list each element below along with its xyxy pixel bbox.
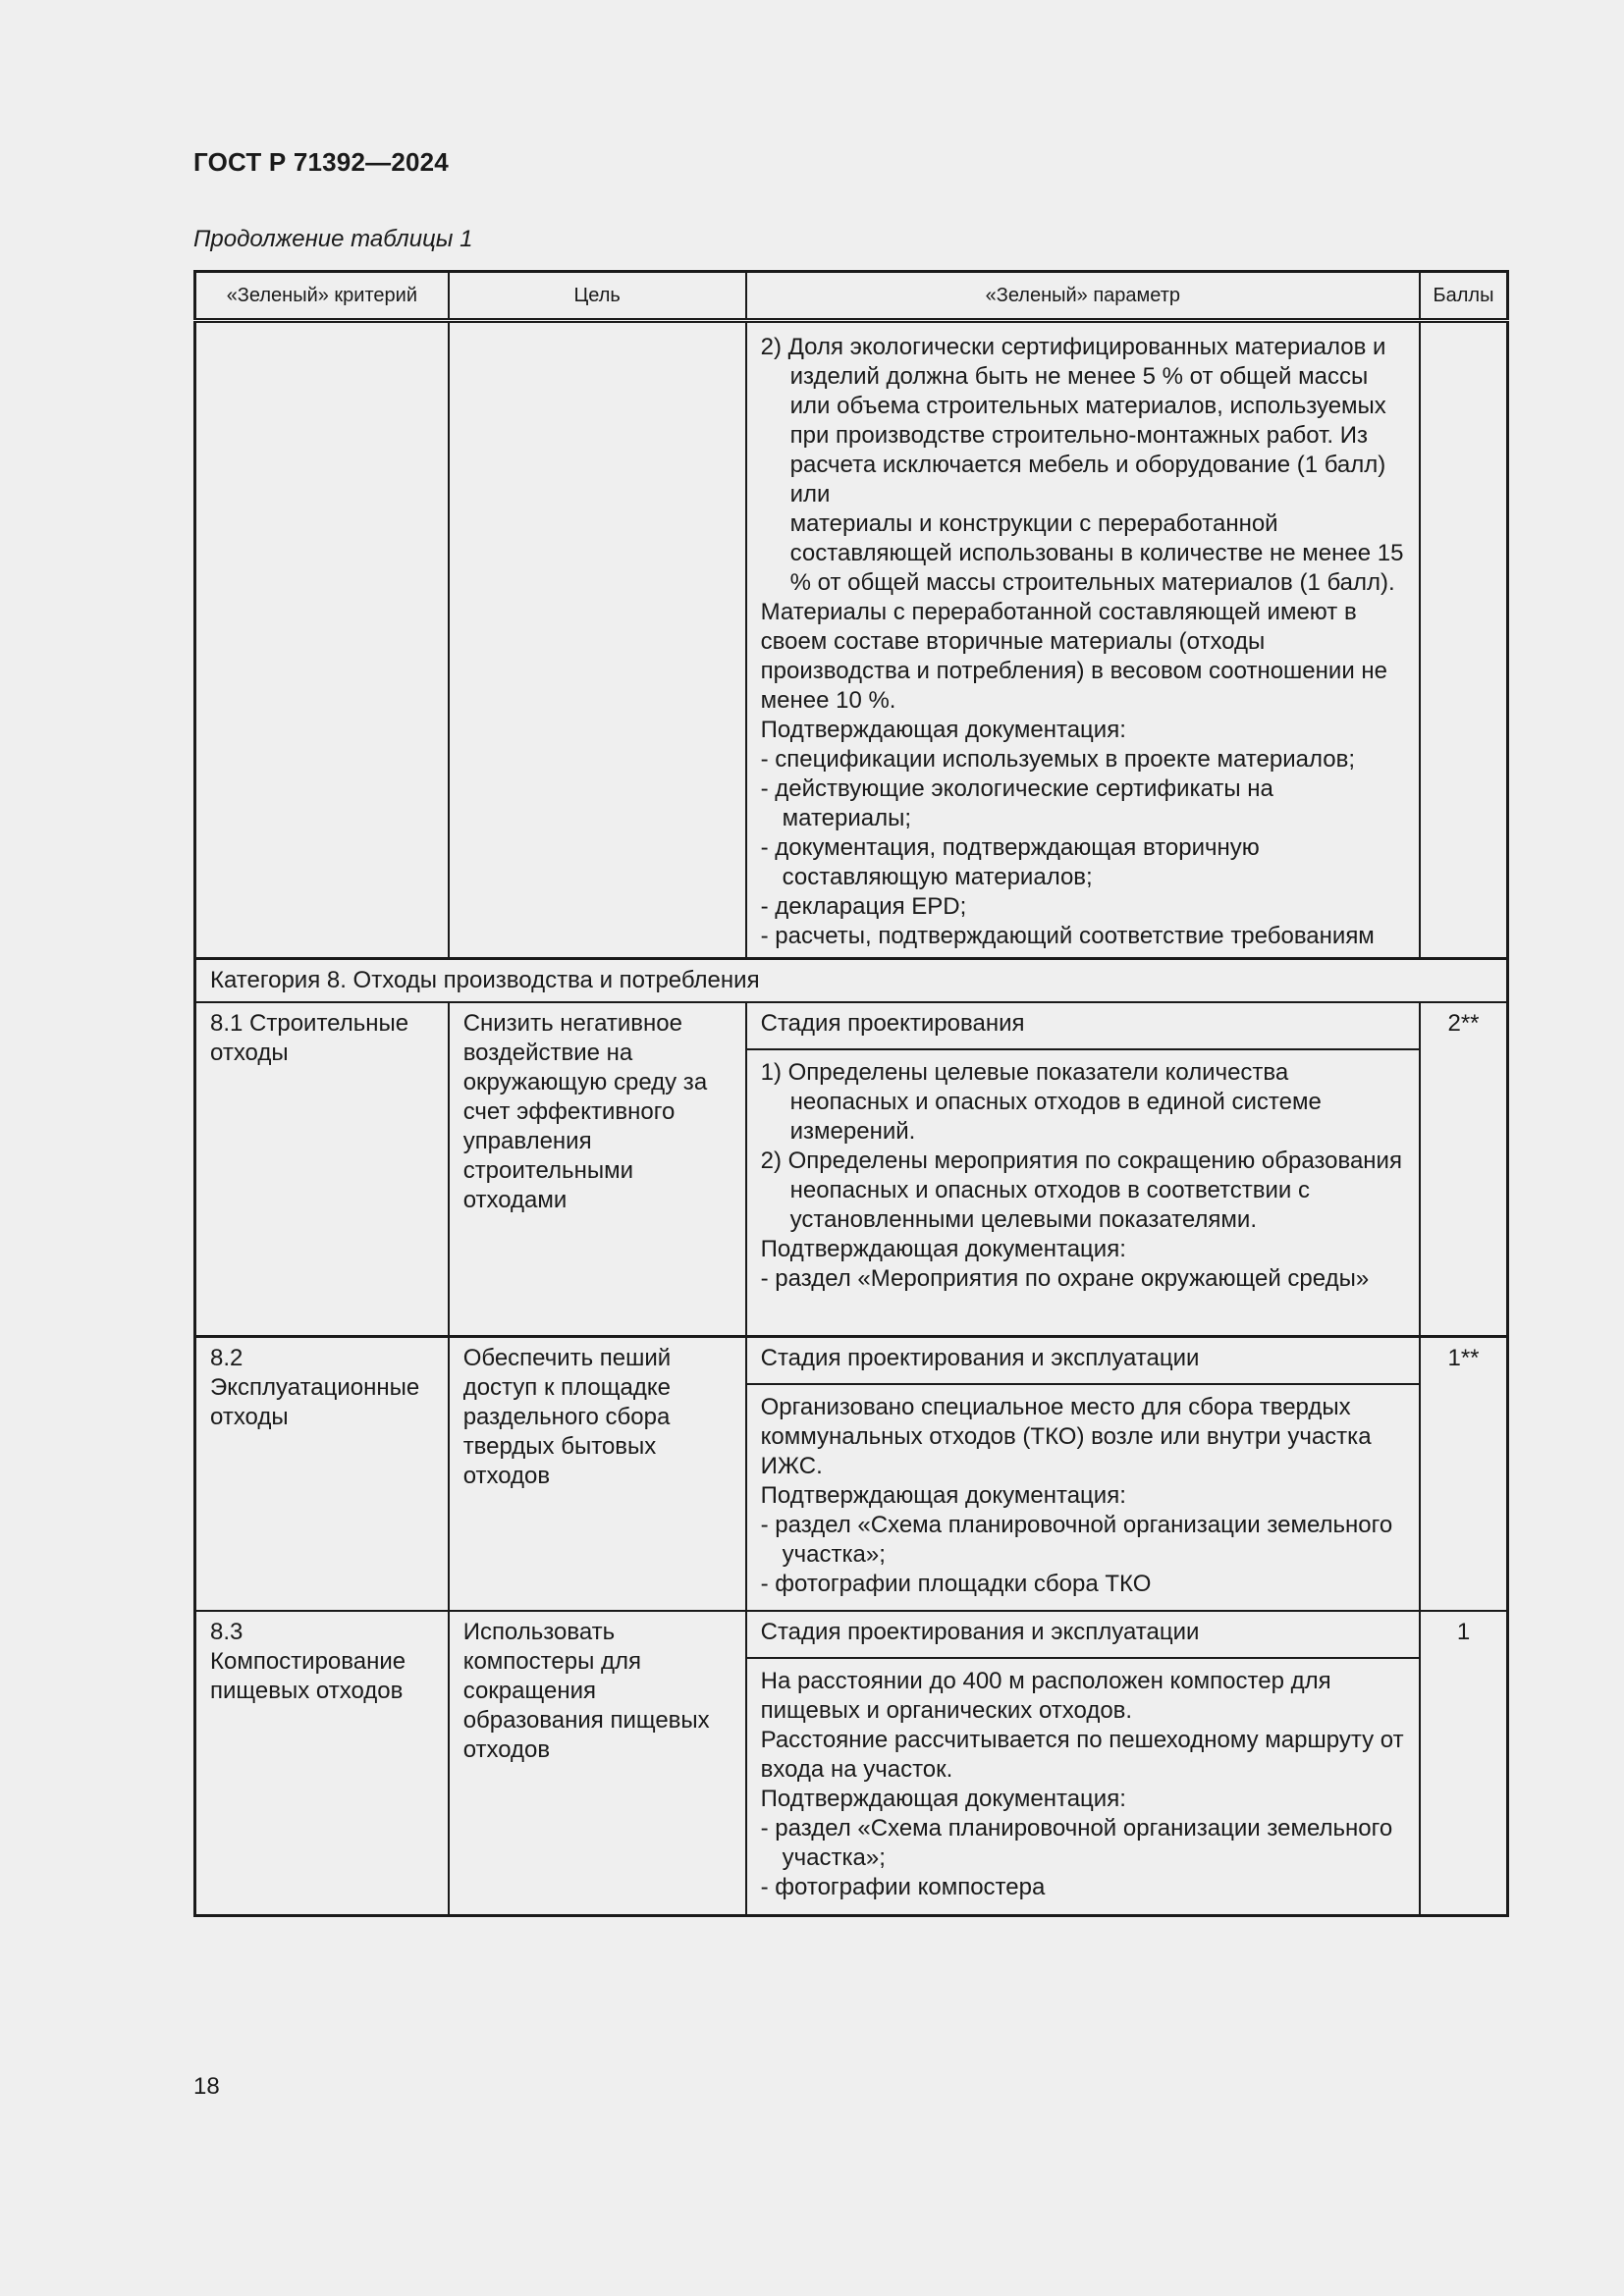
param-line: Подтверждающая документация: — [760, 1236, 1126, 1262]
param-line: - спецификации используемых в проекте материалов; — [760, 746, 1355, 773]
param-line: Подтверждающая документация: — [760, 1481, 1126, 1509]
category-row — [195, 959, 1508, 1003]
table-row — [195, 1336, 1508, 1611]
cell-parameter — [746, 1611, 1420, 1915]
param-line: - документация, подтверждающая вторичную составляющую материалов; — [760, 834, 1260, 890]
param-line: Материалы с переработанной составляющей имеют в своем составе вторичные материалы (отходы производства и потребления) в весовом соотношении не менее 10 %. — [760, 599, 1387, 714]
table-caption: Продолжение таблицы 1 — [193, 226, 473, 252]
param-line: - раздел «Схема планировочной организации земельного участка»; — [760, 1815, 1393, 1871]
cell-goal — [449, 321, 746, 959]
param-line: материалы и конструкции с переработанной составляющей использованы в количестве не менее 15 % от общей массы строительных материалов (1 балл). — [789, 510, 1404, 596]
cell-criterion — [195, 321, 449, 959]
stage-label: Стадия проектирования — [747, 1003, 1419, 1050]
stage-label: Стадия проектирования и эксплуатации — [747, 1338, 1419, 1385]
table-row — [195, 1002, 1508, 1336]
param-line: 2) Доля экологически сертифицированных материалов и изделий должна быть не менее 5 % от общей массы или объема строительных материалов, используемых при производстве строительно-монтажных работ. Из расчета исключается мебель и оборудование (1 балл) — [760, 334, 1386, 478]
document-header: ГОСТ Р 71392—2024 — [193, 147, 449, 177]
param-line: Организовано специальное место для сбора твердых коммунальных отходов (ТКО) возле или внутри участка ИЖС. — [760, 1393, 1372, 1479]
column-header-parameter: «Зеленый» параметр — [746, 272, 1420, 321]
cell-points: 1** — [1420, 1336, 1507, 1611]
param-line: 1) Определены целевые показатели количества неопасных и опасных отходов в единой системе измерений. — [760, 1059, 1322, 1145]
param-line: - раздел «Мероприятия по охране окружающей среды» — [760, 1265, 1370, 1292]
cell-points: 2** — [1420, 1002, 1507, 1336]
column-header-points: Баллы — [1420, 272, 1507, 321]
param-line: Подтверждающая документация: — [760, 717, 1126, 743]
page-number: 18 — [193, 2073, 220, 2100]
cell-goal: Использовать компостеры для сокращения образования пищевых отходов — [449, 1611, 746, 1915]
table-header-row — [195, 272, 1508, 321]
param-line: или — [789, 481, 831, 507]
param-line: - декларация EPD; — [760, 893, 967, 920]
param-line: Подтверждающая документация: — [760, 1786, 1126, 1812]
cell-goal: Обеспечить пеший доступ к площадке раздельного сбора твердых бытовых отходов — [449, 1336, 746, 1611]
criteria-table — [193, 270, 1509, 1917]
param-line: - раздел «Схема планировочной организации земельного участка»; — [760, 1511, 1393, 1568]
cell-points: 1 — [1420, 1611, 1507, 1915]
cell-criterion: 8.3 Компостирование пищевых отходов — [195, 1611, 449, 1915]
column-header-goal: Цель — [449, 272, 746, 321]
param-line: - расчеты, подтверждающий соответствие требованиям — [760, 923, 1375, 949]
table-row-continued — [195, 321, 1508, 959]
param-line: - фотографии площадки сбора ТКО — [760, 1570, 1152, 1597]
cell-parameter — [746, 1336, 1420, 1611]
stage-label: Стадия проектирования и эксплуатации — [747, 1612, 1419, 1659]
cell-points — [1420, 321, 1507, 959]
cell-goal: Снизить негативное воздействие на окружающую среду за счет эффективного управления строительными отходами — [449, 1002, 746, 1336]
cell-parameter — [746, 321, 1420, 959]
param-line: - действующие экологические сертификаты на материалы; — [760, 775, 1273, 831]
column-header-criterion: «Зеленый» критерий — [195, 272, 449, 321]
table-row — [195, 1611, 1508, 1915]
param-line: - фотографии компостера — [760, 1874, 1046, 1900]
cell-criterion: 8.2 Эксплуатационные отходы — [195, 1336, 449, 1611]
category-title: Категория 8. Отходы производства и потребления — [195, 959, 1508, 1003]
param-line: 2) Определены мероприятия по сокращению образования неопасных и опасных отходов в соответствии с установленными целевыми показателями. — [760, 1148, 1402, 1233]
param-line: Расстояние рассчитывается по пешеходному маршруту от входа на участок. — [760, 1727, 1404, 1783]
param-line: На расстоянии до 400 м расположен компостер для пищевых и органических отходов. — [760, 1668, 1331, 1724]
cell-parameter — [746, 1002, 1420, 1336]
cell-criterion: 8.1 Строительные отходы — [195, 1002, 449, 1336]
